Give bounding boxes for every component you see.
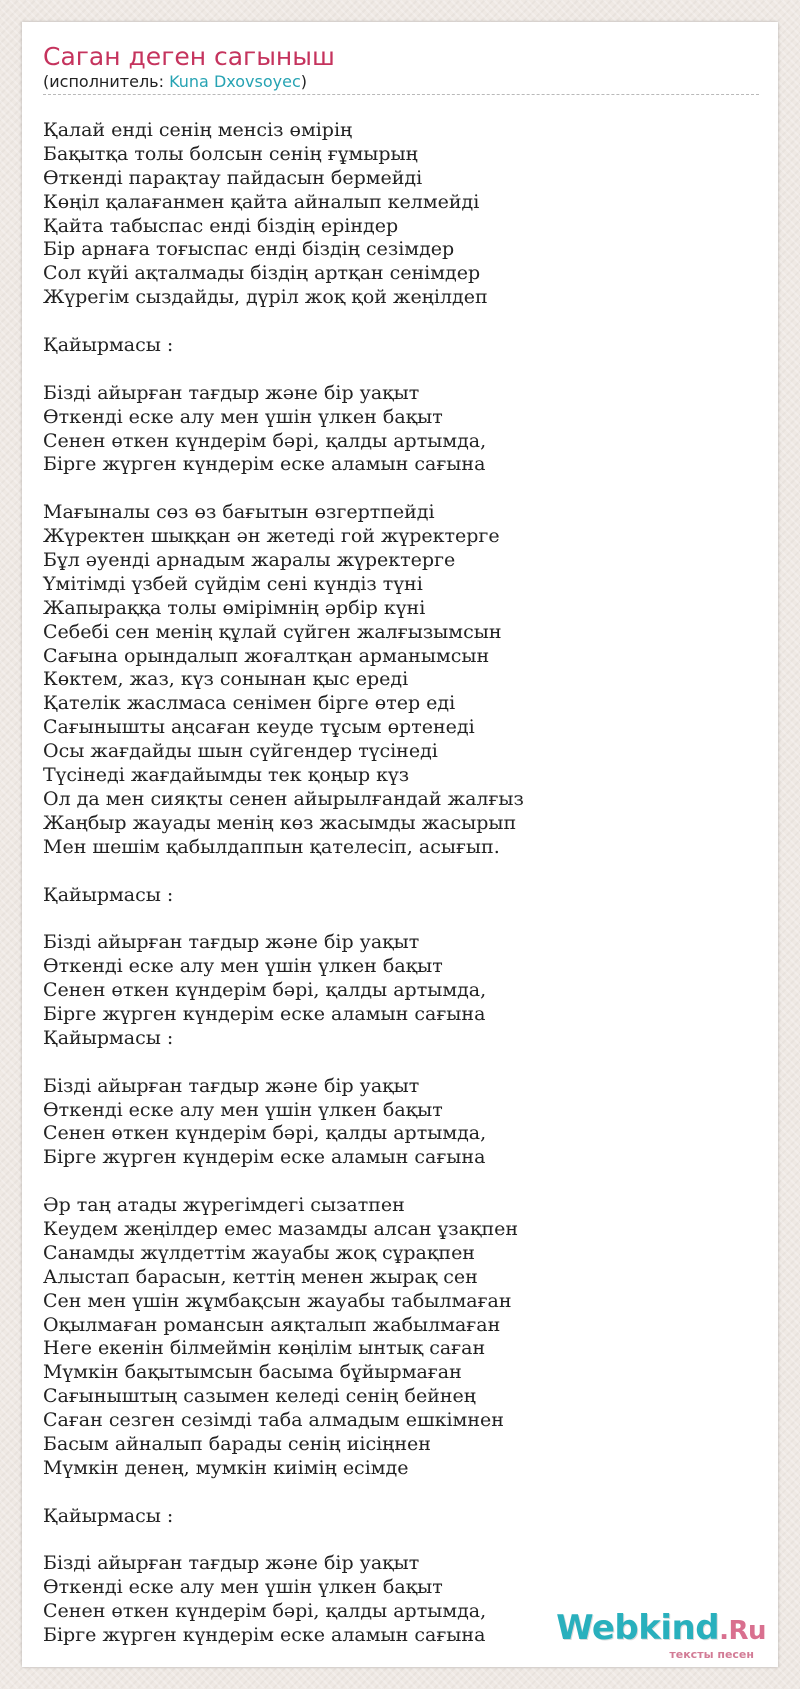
lyrics-line: Сағына орындалып жоғалтқан арманымсын: [43, 644, 490, 667]
lyrics-blank-line: [43, 1481, 763, 1505]
lyrics-line: Жүректен шыққан ән жетеді гой жүректерге: [43, 525, 500, 548]
performer-prefix: (исполнитель:: [43, 72, 170, 91]
lyrics-line: Қайта табыспас енді біздің еріндер: [43, 214, 399, 237]
lyrics-blank-line: [43, 860, 763, 884]
lyrics-line: Сенен өткен күндерім бәрі, қалды артымда,: [43, 429, 487, 452]
lyrics-line: Қателік жаслмаса сенімен бірге өтер еді: [43, 692, 456, 715]
lyrics-line: Бізді айырған тағдыр және бір уақыт: [43, 1552, 420, 1575]
lyrics-blank-line: [43, 1170, 763, 1194]
lyrics-line: Бірге жүрген күндерім еске аламын сағына: [43, 1002, 486, 1025]
performer-suffix: ): [300, 72, 307, 91]
lyrics-line: Мен шешім қабылдаппын қателесіп, асығып.: [43, 835, 500, 858]
lyrics-line: Өткенді еске алу мен үшін үлкен бақыт: [43, 1098, 443, 1121]
lyrics-blank-line: [43, 310, 763, 334]
lyrics-line: Мүмкін денең, мумкін киімің есімде: [43, 1456, 409, 1479]
lyrics-line: Бізді айырған тағдыр және бір уақыт: [43, 931, 420, 954]
lyrics-line: Жапыраққа толы өмірімнің әрбір күні: [43, 596, 426, 619]
lyrics-line: Сағыныштың сазымен келеді сенің бейнең: [43, 1385, 476, 1408]
lyrics-line: Саған сезген сезімді таба алмадым ешкімнен: [43, 1409, 504, 1432]
lyrics-line: Өткенді еске алу мен үшін үлкен бақыт: [43, 1576, 443, 1599]
lyrics-line: Үмітімді үзбей сүйдім сені күндіз түні: [43, 572, 423, 595]
lyrics-line: Жүрегім сыздайды, дүріл жоқ қой жеңілдеп: [43, 286, 488, 309]
lyrics-line: Сенен өткен күндерім бәрі, қалды артымда,: [43, 1122, 487, 1145]
lyrics-line: Бірге жүрген күндерім еске аламын сағына: [43, 1624, 486, 1647]
site-logo[interactable]: [556, 1610, 766, 1661]
song-title: Саган деген сагыныш: [43, 42, 335, 71]
lyrics-line: Сол күйі ақталмады біздің артқан сенімдер: [43, 262, 481, 285]
lyrics-line: Бірге жүрген күндерім еске аламын сағына: [43, 453, 486, 476]
lyrics-text: [43, 119, 763, 1648]
lyrics-line: Себебі сен менің құлай сүйген жалғызымсын: [43, 620, 502, 643]
lyrics-line: Өткенді еске алу мен үшін үлкен бақыт: [43, 955, 443, 978]
lyrics-line: Өткенді парақтау пайдасын бермейді: [43, 166, 423, 189]
lyrics-line: Алыстап барасын, кеттің менен жырақ сен: [43, 1265, 478, 1288]
lyrics-line: Қайырмасы :: [43, 1026, 174, 1049]
lyrics-line: Бізді айырған тағдыр және бір уақыт: [43, 381, 420, 404]
lyrics-line: Көңіл қалағанмен қайта айналып келмейді: [43, 190, 480, 213]
lyrics-line: Бір арнаға тоғыспас енді біздің сезімдер: [43, 238, 455, 261]
lyrics-line: Ол да мен сияқты сенен айырылғандай жалғыз: [43, 787, 524, 810]
logo-tld: .Ru: [719, 1616, 766, 1646]
logo-subtitle: тексты песен: [669, 1648, 754, 1661]
lyrics-blank-line: [43, 1051, 763, 1075]
lyrics-line: Сен мен үшін жұмбақсын жауабы табылмаған: [43, 1289, 512, 1312]
performer-line: [43, 72, 307, 92]
lyrics-line: Санамды жүлдеттім жауабы жоқ сұрақпен: [43, 1241, 475, 1264]
lyrics-line: Сенен өткен күндерім бәрі, қалды артымда,: [43, 1600, 487, 1623]
lyrics-line: Оқылмаған романсын аяқталып жабылмаған: [43, 1313, 501, 1336]
lyrics-line: Жаңбыр жауады менің көз жасымды жасырып: [43, 811, 517, 834]
lyrics-line: Бірге жүрген күндерім еске аламын сағына: [43, 1146, 486, 1169]
lyrics-blank-line: [43, 907, 763, 931]
lyrics-line: Қайырмасы :: [43, 334, 174, 357]
lyrics-line: Түсінеді жағдайымды тек қоңыр күз: [43, 764, 410, 787]
lyrics-line: Неге екенін білмеймін көңілім ынтық саған: [43, 1337, 486, 1360]
lyrics-line: Қайырмасы :: [43, 1504, 174, 1527]
lyrics-line: Бізді айырған тағдыр және бір уақыт: [43, 1074, 420, 1097]
lyrics-blank-line: [43, 477, 763, 501]
lyrics-line: Сағынышты аңсаған кеуде тұсым өртенеді: [43, 716, 475, 739]
lyrics-line: Мүмкін бақытымсын басыма бұйырмаған: [43, 1361, 462, 1384]
logo-wordmark: [556, 1610, 766, 1649]
performer-link[interactable]: Kuna Dxovsoyec: [169, 72, 301, 91]
lyrics-line: Осы жағдайды шын сүйгендер түсінеді: [43, 740, 438, 763]
lyrics-line: Қалай енді сенің менсіз өмірің: [43, 119, 353, 141]
lyrics-line: Басым айналып барады сенің иісіңнен: [43, 1432, 431, 1455]
lyrics-blank-line: [43, 1529, 763, 1553]
lyrics-card: [22, 22, 778, 1667]
lyrics-line: Бақытқа толы болсын сенің ғұмырың: [43, 142, 418, 165]
lyrics-line: Сенен өткен күндерім бәрі, қалды артымда,: [43, 979, 487, 1002]
logo-main-text: Webkind: [556, 1608, 720, 1648]
title-divider: [43, 94, 759, 95]
lyrics-blank-line: [43, 358, 763, 382]
lyrics-line: Бұл әуенді арнадым жаралы жүректерге: [43, 549, 456, 572]
lyrics-line: Әр таң атады жүрегімдегі сызатпен: [43, 1194, 405, 1217]
lyrics-line: Өткенді еске алу мен үшін үлкен бақыт: [43, 405, 443, 428]
lyrics-line: Қайырмасы :: [43, 883, 174, 906]
lyrics-line: Кеудем жеңілдер емес мазамды алсан ұзақпен: [43, 1217, 519, 1240]
lyrics-line: Көктем, жаз, күз сонынан қыс ереді: [43, 668, 409, 691]
lyrics-line: Мағыналы сөз өз бағытын өзгертпейді: [43, 501, 435, 524]
